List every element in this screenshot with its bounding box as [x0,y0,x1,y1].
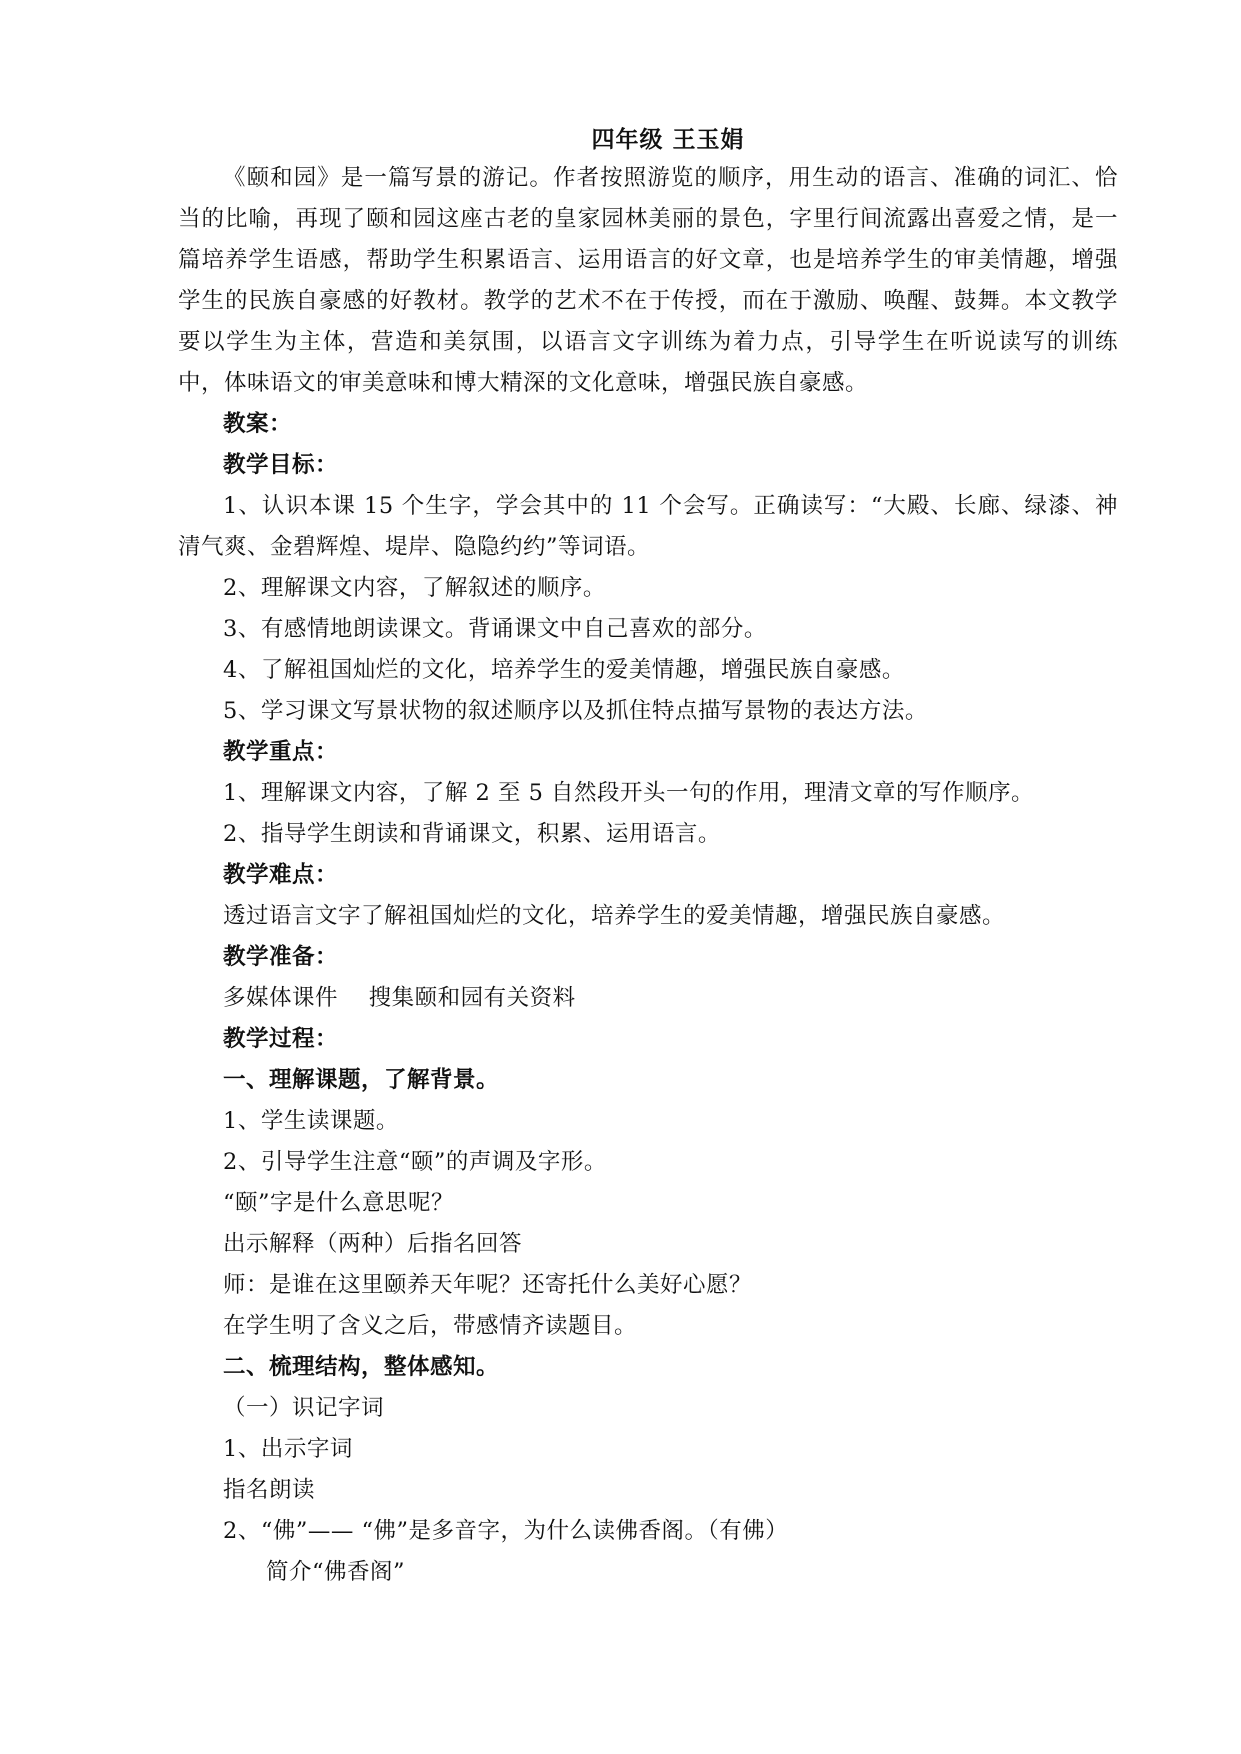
section2-sub-line: 简介“佛香阁” [266,1559,406,1585]
objective-item: 5、学习课文写景状物的叙述顺序以及抓住特点描写景物的表达方法。 [223,698,928,724]
section1-line: 1、学生读课题。 [223,1108,399,1134]
section1-line: 在学生明了含义之后，带感情齐读题目。 [223,1313,638,1339]
section1-line: 师：是谁在这里颐养天年呢？还寄托什么美好心愿？ [223,1272,753,1298]
preparation-heading: 教学准备： [223,944,339,970]
objective-item: 4、了解祖国灿烂的文化，培养学生的爱美情趣，增强民族自豪感。 [223,657,905,683]
section1-line: 出示解释（两种）后指名回答 [223,1231,523,1257]
objective-item: 2、理解课文内容，了解叙述的顺序。 [223,575,606,601]
section2-line: 1、出示字词 [223,1436,353,1462]
objective-item: 3、有感情地朗读课文。背诵课文中自己喜欢的部分。 [223,616,767,642]
section2-heading: 二、梳理结构，整体感知。 [223,1354,500,1380]
objective-item: 1、认识本课 15 个生字，学会其中的 11 个会写。正确读写：“大殿、长廊、绿漆、神清气爽、金碧辉煌、堤岸、隐隐约约”等词语。 [178,493,1118,560]
preparation-text: 多媒体课件 搜集颐和园有关资料 [223,985,576,1011]
section2-line: 2、“佛”—— “佛”是多音字，为什么读佛香阁。（有佛） [223,1518,789,1544]
key-point-item: 1、理解课文内容，了解 2 至 5 自然段开头一句的作用，理清文章的写作顺序。 [223,780,1035,806]
section2-line: （一）识记字词 [223,1395,385,1421]
lesson-plan-heading: 教案： [223,411,293,437]
key-points-heading: 教学重点： [223,739,339,765]
section1-line: 2、引导学生注意“颐”的声调及字形。 [223,1149,607,1175]
section1-heading: 一、理解课题，了解背景。 [223,1067,500,1093]
document-content [178,122,1118,1593]
process-heading: 教学过程： [223,1026,339,1052]
key-point-item: 2、指导学生朗读和背诵课文，积累、运用语言。 [223,821,721,847]
difficulties-heading: 教学难点： [223,862,339,888]
section2-line: 指名朗读 [223,1477,316,1503]
objectives-heading: 教学目标： [223,452,339,478]
difficulties-text: 透过语言文字了解祖国灿烂的文化，培养学生的爱美情趣，增强民族自豪感。 [223,903,1006,929]
page-title: 四年级 王玉娟 [591,126,745,153]
intro-paragraph: 《颐和园》是一篇写景的游记。作者按照游览的顺序，用生动的语言、准确的词汇、恰当的比喻，再现了颐和园这座古老的皇家园林美丽的景色，字里行间流露出喜爱之情，是一篇培养学生语感，帮助学生积累语言、运用语言的好文章，也是培养学生的审美情趣，增强学生的民族自豪感的好教材。教学的艺术不在于传授，而在于激励、唤醒、鼓舞。本文教学要以学生为主体，营造和美氛围，以语言文字训练为着力点，引导学生在听说读写的训练中，体味语文的审美意味和博大精深的文化意味，增强民族自豪感。 [178,165,1118,396]
section1-line: “颐”字是什么意思呢？ [223,1190,455,1216]
